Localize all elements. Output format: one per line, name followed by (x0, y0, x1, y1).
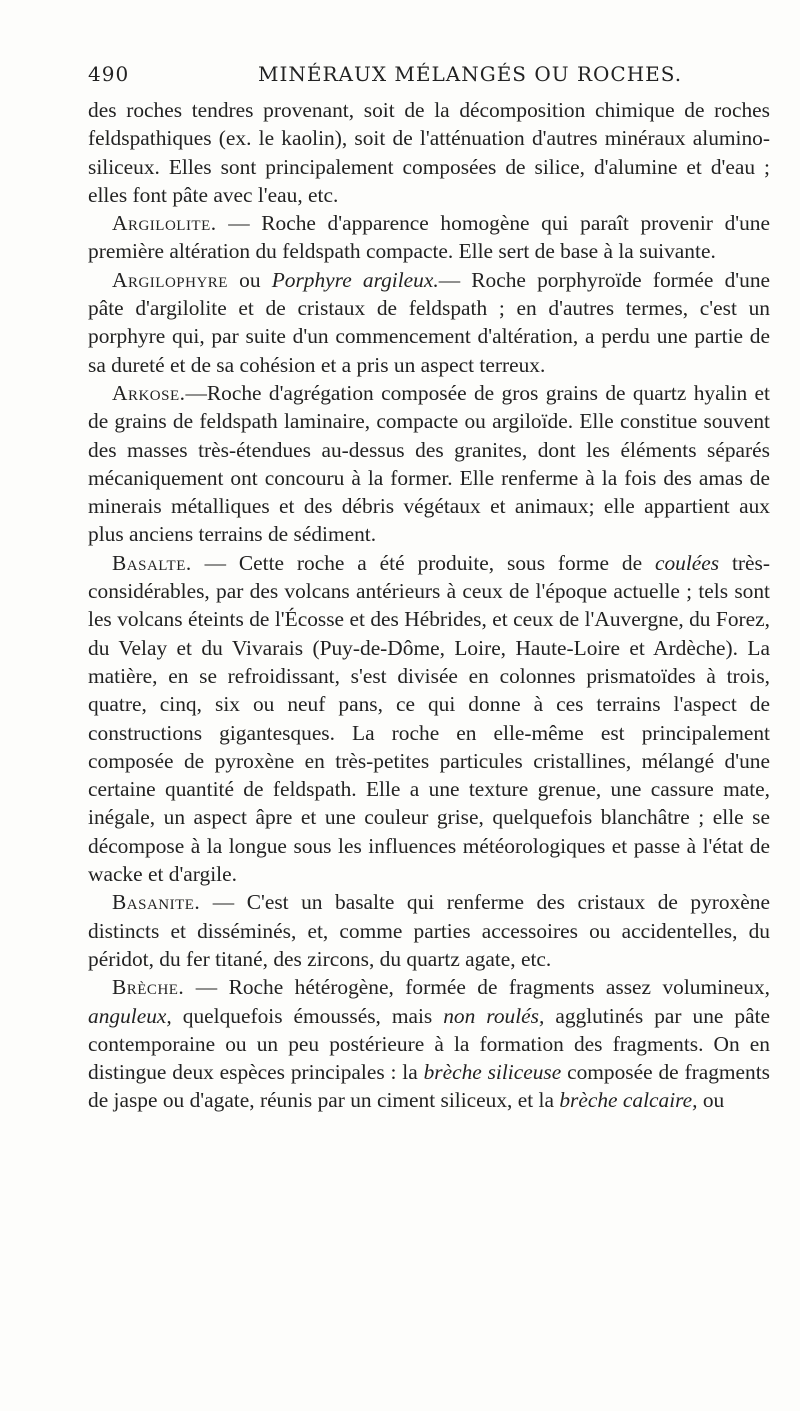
page-number: 490 (88, 62, 130, 86)
entry-argilophyre (88, 266, 770, 379)
entry-italic: non roulés, (443, 1003, 545, 1028)
entry-text: —Roche d'agrégation composée de gros grains de quartz hyalin et de grains de feldspath laminaire, compacte ou argiloïde. Elle constitue souvent des masses très-étendues au-dessus des granites, dont les éléments séparés mécaniquement ont concouru à la former. Elle renferme à la fois des amas de minerais métalliques et des débris végétaux et animaux; elle appartient aux plus anciens terrains de sédiment. (88, 380, 770, 547)
entry-italic: brèche calcaire, (559, 1088, 698, 1113)
entry-text: — Roche hétérogène, formée de fragments assez volumineux, (184, 975, 770, 1000)
entry-italic: anguleux, (88, 1003, 172, 1028)
entry-term: Basanite. (112, 890, 201, 915)
entry-text: — Cette roche a été produite, sous forme de (191, 550, 655, 575)
entry-text: ou (227, 267, 272, 292)
entry-term: Brèche. (112, 975, 185, 1000)
entry-text: très-considérables, par des volcans antérieurs à ceux de l'époque actuelle ; tels sont les volcans éteints de l'Écosse et des Hébrides, et ceux de l'Auvergne, du Forez, du Velay et du Vivarais (Puy-de-Dôme, Loire, Haute-Loire et Ardèche). La matière, en se refroidissant, s'est divisée en colonnes prismatoïdes à trois, quatre, cinq, six ou neuf pans, ce qui donne à ces terrains l'aspect de constructions gigantesques. La roche en elle-même est principalement composée de pyroxène en très-petites particules cristallines, mélangé d'une certaine quantité de feldspath. Elle a une texture grenue, une cassure mate, inégale, un aspect âpre et une couleur grise, quelquefois blanchâtre ; elle se décompose à la longue sous les influences météorologiques et passe à l'état de wacke et d'argile. (88, 550, 771, 887)
entry-term: Argilophyre (112, 267, 228, 292)
entry-term: Basalte. (112, 550, 192, 575)
entry-breche (88, 973, 770, 1114)
entry-basalte (88, 549, 770, 889)
entry-text: — Roche porphyroïde formée d'une pâte d'argilolite et de cristaux de feldspath ; en d'autres termes, c'est un porphyre qui, par suite d'un commencement d'altération, a perdu une partie de sa dureté et de sa cohésion et a pris un aspect terreux. (88, 267, 771, 377)
entry-text: composée de fragments de jaspe ou d'agate, réunis par un ciment siliceux, et la (88, 1060, 770, 1113)
entry-italic: Porphyre argileux. (271, 267, 439, 292)
entry-arkose (88, 379, 770, 549)
entry-basanite (88, 888, 770, 973)
entry-text: ou (697, 1088, 725, 1113)
entry-italic: brèche siliceuse (423, 1060, 562, 1085)
entry-italic: coulées (654, 550, 720, 575)
paragraph-continuation (88, 96, 770, 209)
entry-term: Arkose. (112, 380, 186, 405)
entry-argilolite (88, 209, 770, 266)
entry-text: quelquefois émoussés, mais (171, 1003, 444, 1028)
page-header (88, 62, 770, 88)
running-head: MINÉRAUX MÉLANGÉS OU ROCHES. (258, 62, 683, 86)
entry-text: agglutinés par une pâte contemporaine ou un peu postérieure à la formation des fragments. On en distingue deux espèces principales : la (88, 1003, 771, 1085)
entry-text: — C'est un basalte qui renferme des cristaux de pyroxène distincts et disséminés, et, comme parties accessoires ou accidentelles, du péridot, du fer titané, des zircons, du quartz agate, etc. (88, 890, 770, 971)
entry-term: Argilolite. (112, 211, 217, 236)
body-text (88, 96, 770, 1115)
paragraph-text: des roches tendres provenant, soit de la décomposition chimique de roches feldspathiques (ex. le kaolin), soit de l'atténuation d'autres minéraux alumino-siliceux. Elles sont principalement composées de silice, d'alumine et d'eau ; elles font pâte avec l'eau, etc. (88, 98, 770, 207)
entry-text: — Roche d'apparence homogène qui paraît provenir d'une première altération du feldspath compacte. Elle sert de base à la suivante. (88, 211, 770, 264)
